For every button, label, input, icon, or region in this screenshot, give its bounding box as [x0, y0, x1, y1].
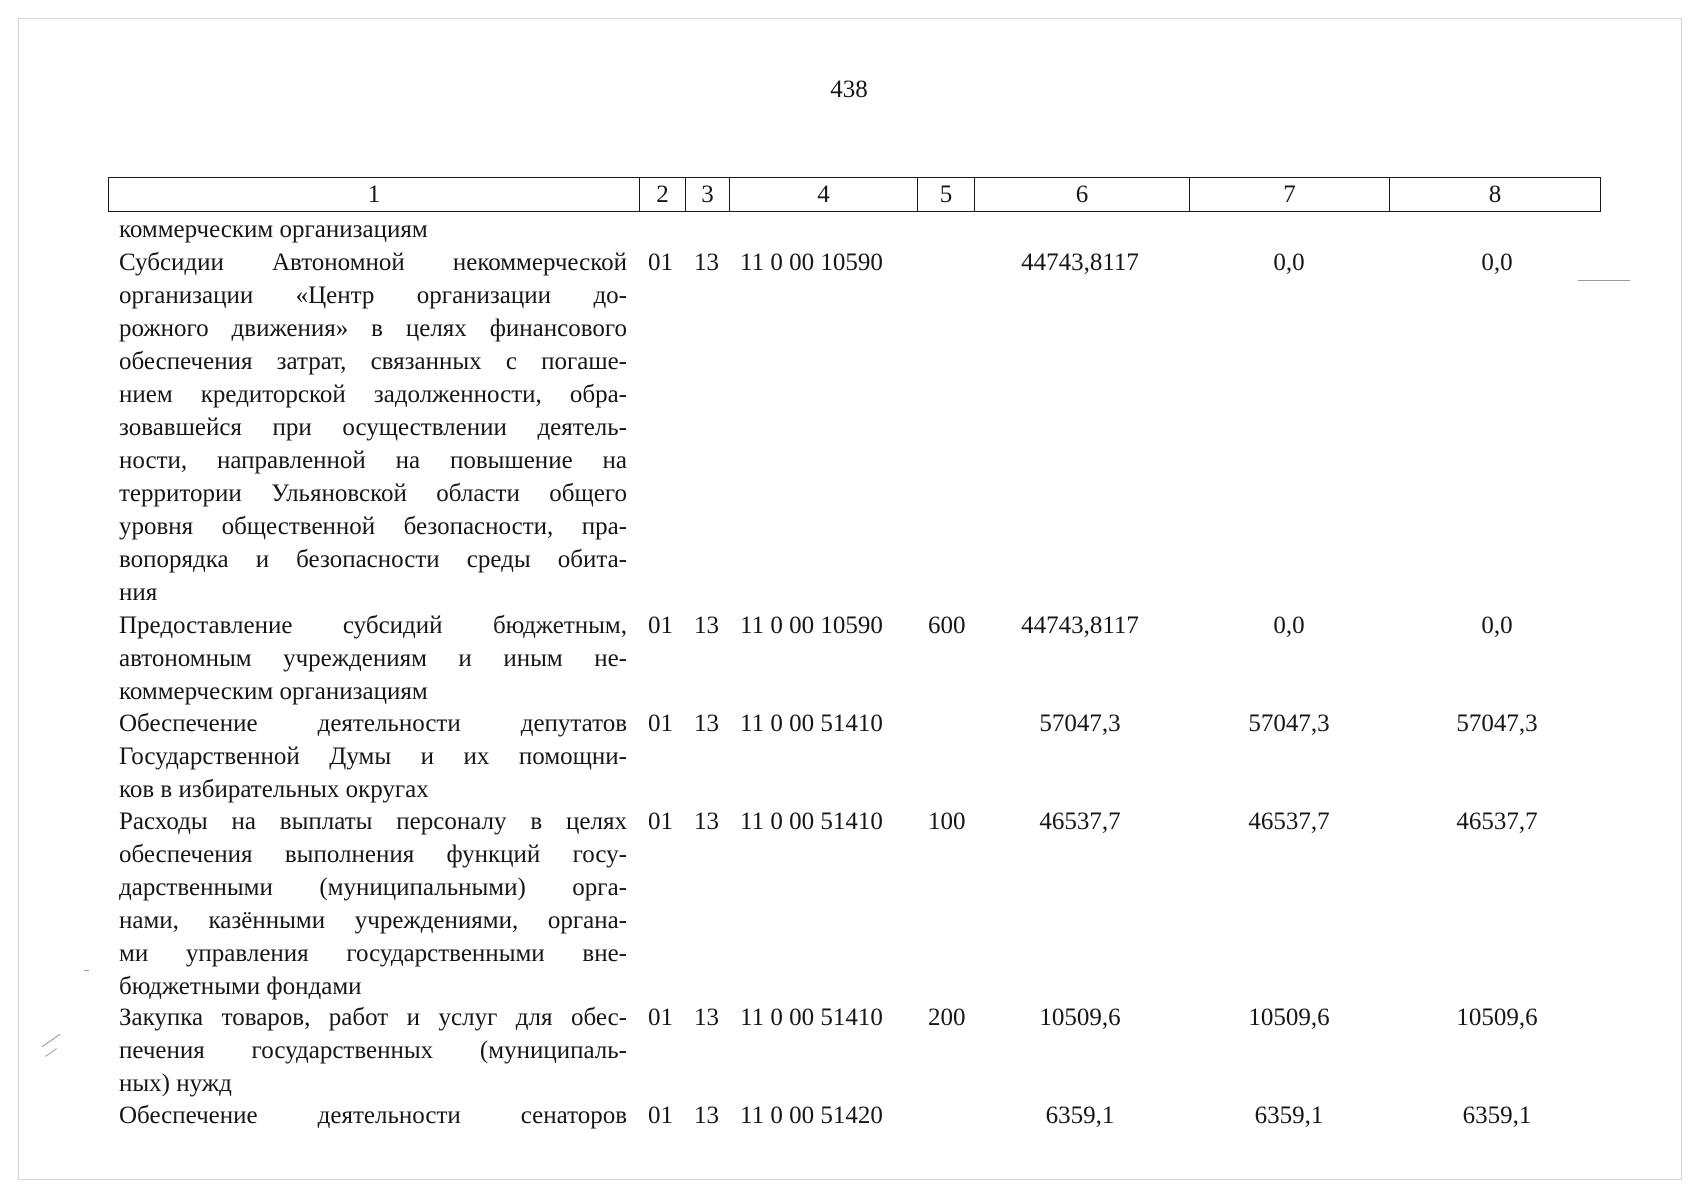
description-line: Субсидии Автономной некоммерческой — [119, 249, 627, 276]
cell-section: 01 — [648, 249, 673, 276]
description-line: автономным учреждениям и иным не- — [119, 645, 627, 672]
row-description — [119, 707, 627, 806]
description-line: ния — [119, 579, 158, 606]
description-line: ных) нужд — [119, 1070, 232, 1097]
description-line: нием кредиторской задолженности, обра- — [119, 381, 627, 408]
cell-subsection: 13 — [694, 249, 719, 276]
column-header-1: 1 — [109, 178, 640, 212]
column-header-7: 7 — [1190, 178, 1390, 212]
description-line: дарственными (муниципальными) орга- — [119, 874, 627, 901]
description-line: нами, казёнными учреждениями, органа- — [119, 907, 627, 934]
description-line: вопорядка и безопасности среды обита- — [119, 546, 627, 573]
cell-target-article: 11 0 00 51420 — [740, 1102, 883, 1129]
cell-subsection: 13 — [694, 1004, 719, 1031]
cell-section: 01 — [648, 1004, 673, 1031]
cell-expense-type: 600 — [928, 612, 966, 639]
description-line: Расходы на выплаты персоналу в целях — [119, 808, 627, 835]
scan-artifact — [84, 970, 89, 971]
column-header-row — [109, 178, 1601, 212]
column-header-table — [108, 177, 1601, 212]
description-line: рожного движения» в целях финансового — [119, 315, 627, 342]
cell-section: 01 — [648, 710, 673, 737]
column-header-2: 2 — [640, 178, 686, 212]
description-line: ков в избирательных округах — [119, 776, 429, 803]
cell-subsection: 13 — [694, 612, 719, 639]
description-line: Обеспечение деятельности сенаторов — [119, 1102, 627, 1129]
column-header-5: 5 — [918, 178, 975, 212]
description-line: организации «Центр организации до- — [119, 282, 627, 309]
row-description — [119, 1001, 627, 1100]
description-line: Предоставление субсидий бюджетным, — [119, 612, 627, 639]
cell-expense-type: 200 — [928, 1004, 966, 1031]
cell-subsection: 13 — [694, 808, 719, 835]
description-line: ности, направленной на повышение на — [119, 447, 627, 474]
description-line: коммерческим организациям — [119, 678, 428, 705]
row-description — [119, 1099, 627, 1132]
description-line: Обеспечение деятельности депутатов — [119, 710, 627, 737]
description-line: Закупка товаров, работ и услуг для обес- — [119, 1004, 627, 1031]
column-header-6: 6 — [975, 178, 1190, 212]
cell-target-article: 11 0 00 51410 — [740, 710, 883, 737]
row-description — [119, 805, 627, 1003]
cell-section: 01 — [648, 1102, 673, 1129]
description-line: коммерческим организациям — [119, 216, 428, 243]
row-description — [119, 609, 627, 708]
cell-target-article: 11 0 00 51410 — [740, 1004, 883, 1031]
column-header-8: 8 — [1390, 178, 1601, 212]
cell-section: 01 — [648, 808, 673, 835]
description-line: обеспечения выполнения функций госу- — [119, 841, 627, 868]
scan-artifact — [1578, 280, 1630, 281]
cell-subsection: 13 — [694, 710, 719, 737]
description-line: уровня общественной безопасности, пра- — [119, 513, 627, 540]
cell-expense-type: 100 — [928, 808, 966, 835]
row-description — [119, 213, 627, 246]
cell-section: 01 — [648, 612, 673, 639]
row-description — [119, 246, 627, 609]
description-line: территории Ульяновской области общего — [119, 480, 627, 507]
cell-target-article: 11 0 00 51410 — [740, 808, 883, 835]
column-header-3: 3 — [686, 178, 730, 212]
description-line: ми управления государственными вне- — [119, 940, 627, 967]
cell-target-article: 11 0 00 10590 — [740, 249, 883, 276]
description-line: зовавшейся при осуществлении деятель- — [119, 414, 627, 441]
cell-target-article: 11 0 00 10590 — [740, 612, 883, 639]
description-line: бюджетными фондами — [119, 973, 362, 1000]
description-line: печения государственных (муниципаль- — [119, 1037, 627, 1064]
page-number: 438 — [830, 76, 868, 103]
description-line: обеспечения затрат, связанных с погаше- — [119, 348, 627, 375]
column-header-4: 4 — [730, 178, 918, 212]
cell-subsection: 13 — [694, 1102, 719, 1129]
description-line: Государственной Думы и их помощни- — [119, 743, 627, 770]
